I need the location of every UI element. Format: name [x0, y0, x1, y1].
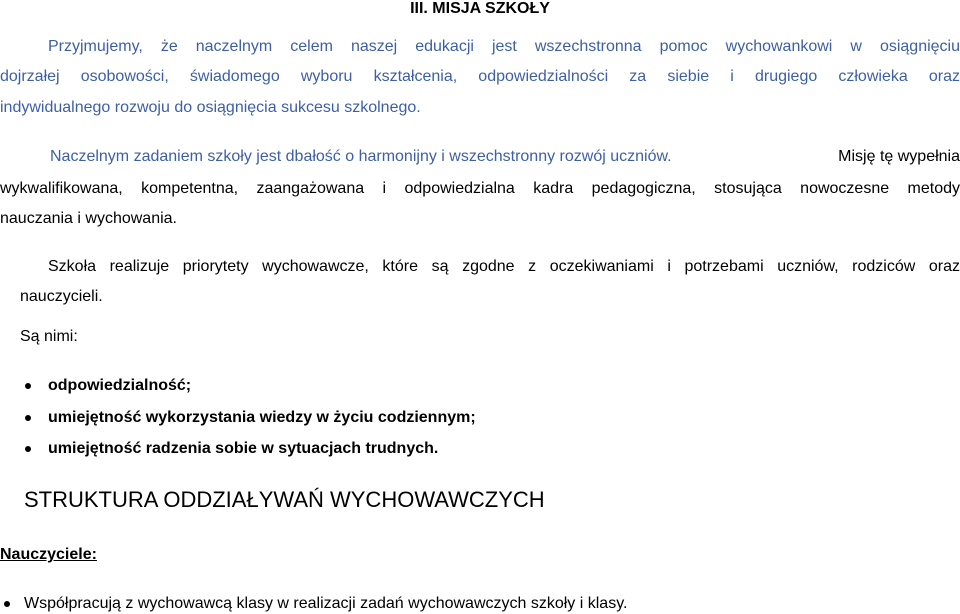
priorities-lead: Są nimi: — [20, 328, 78, 345]
priorities-paragraph-line-2: nauczycieli. — [20, 288, 103, 305]
teachers-heading: Nauczyciele: — [0, 546, 97, 563]
bullet-icon — [25, 446, 31, 452]
teachers-item — [24, 594, 627, 614]
mission-paragraph-line-1: Przyjmujemy, że naczelnym celem naszej edukacji jest wszechstronna pomoc wychowankowi w osiągnięciu — [48, 38, 960, 55]
priority-item — [48, 376, 191, 396]
mission-fulfil-text: Misję tę wypełnia — [838, 148, 960, 165]
task-paragraph-line-1 — [50, 147, 960, 167]
task-paragraph-line-2: wykwalifikowana, kompetentna, zaangażowana i odpowiedzialna kadra pedagogiczna, stosująca nowoczesne metody — [0, 180, 960, 197]
priority-text: umiejętność radzenia sobie w sytuacjach trudnych. — [48, 440, 439, 457]
mission-paragraph-line-3: indywidualnego rozwoju do osiągnięcia sukcesu szkolnego. — [0, 99, 421, 116]
page-title: III. MISJA SZKOŁY — [410, 0, 550, 17]
bullet-icon — [25, 383, 31, 389]
bullet-icon — [4, 601, 10, 607]
mission-paragraph-line-2: dojrzałej osobowości, świadomego wyboru kształcenia, odpowiedzialności za siebie i drugiego człowieka oraz — [0, 68, 960, 85]
priority-text: odpowiedzialność; — [48, 377, 192, 394]
priorities-paragraph-line-1: Szkoła realizuje priorytety wychowawcze, które są zgodne z oczekiwaniami i potrzebami uczniów, rodziców oraz — [48, 258, 960, 275]
priority-item — [48, 439, 438, 459]
teachers-item-text: Współpracują z wychowawcą klasy w realizacji zadań wychowawczych szkoły i klasy. — [24, 595, 628, 612]
priority-text: umiejętność wykorzystania wiedzy w życiu codziennym; — [48, 409, 476, 426]
section-title: STRUKTURA ODDZIAŁYWAŃ WYCHOWAWCZYCH — [24, 487, 545, 512]
bullet-icon — [25, 415, 31, 421]
priority-item — [48, 408, 476, 428]
task-sentence: Naczelnym zadaniem szkoły jest dbałość o harmonijny i wszechstronny rozwój uczniów. — [50, 148, 672, 165]
task-paragraph-line-3: nauczania i wychowania. — [0, 210, 177, 227]
